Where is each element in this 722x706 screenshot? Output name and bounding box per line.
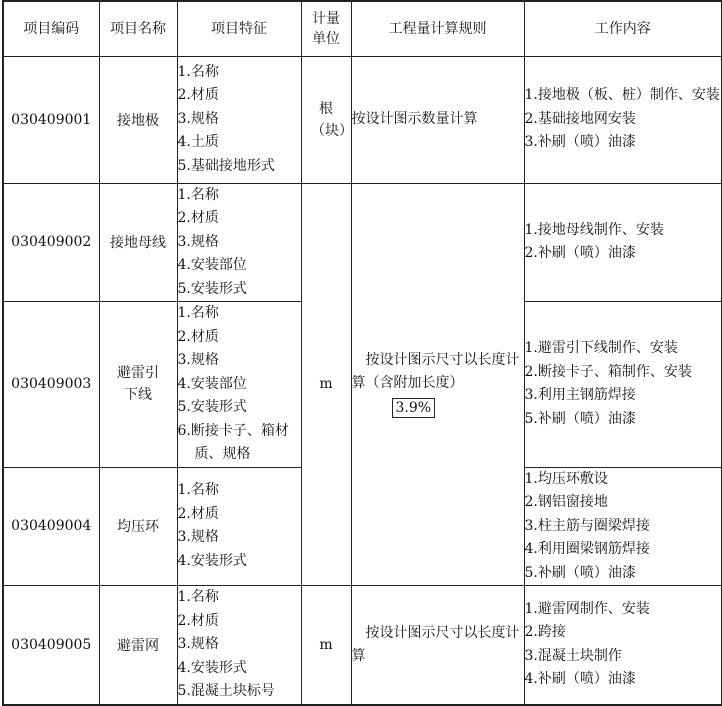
header-features: 项目特征 [177,1,301,56]
item-rule [351,586,524,705]
work-item: 2.跨接 [524,624,566,641]
feature-item: 3.规格 [177,110,219,127]
work-item: 5.补刷（喷）油漆 [524,410,636,427]
feature-item: 2.材质 [177,87,219,104]
feature-item: 5.安装形式 [177,280,247,297]
feature-item: 4.安装部位 [177,375,247,392]
quantity-spec-table [2,0,722,706]
feature-item: 6.断接卡子、箱材质、规格 [177,422,289,462]
feature-item: 3.规格 [177,636,219,652]
feature-item: 2.材质 [177,210,219,226]
work-item: 3.柱主筋与圈梁焊接 [524,517,650,534]
item-name: 避雷网 [99,586,177,705]
item-name [99,302,177,468]
feature-item: 2.材质 [177,505,219,522]
table-row [3,586,722,705]
work-item: 2.钢铝窗接地 [524,494,608,510]
feature-item: 3.规格 [177,233,219,250]
table-row [3,183,722,302]
header-unit [301,1,351,56]
item-code: 030409004 [3,467,99,586]
item-rule-text: 按设计图示尺寸以长度计算 [351,624,520,664]
unit-text: 根（块） [311,100,353,139]
percent-box: 3.9% [392,398,436,418]
item-work [524,183,722,302]
item-work [524,56,722,183]
header-code: 项目编码 [3,1,99,56]
work-item: 5.补刷（喷）油漆 [524,564,636,581]
header-rule: 工程量计算规则 [351,1,524,56]
work-item: 1.接地极（板、桩）制作、安装 [524,87,720,104]
item-code: 030409003 [3,302,99,468]
item-name: 均压环 [99,467,177,586]
item-code: 030409002 [3,183,99,302]
item-work [524,586,722,705]
item-code: 030409005 [3,586,99,705]
work-item: 3.补刷（喷）油漆 [524,134,636,151]
item-work [524,302,722,468]
feature-item: 1.名称 [177,482,219,499]
feature-item: 1.名称 [177,305,219,321]
work-item: 1.避雷网制作、安装 [524,600,650,617]
item-features [177,467,301,586]
work-item: 3.混凝土块制作 [524,647,622,664]
merged-rule-text: 按设计图示尺寸以长度计算（含附加长度） [351,351,520,391]
table-row [3,56,722,183]
item-unit [301,56,351,183]
work-item: 4.补刷（喷）油漆 [524,671,636,688]
item-name: 接地极 [99,56,177,183]
feature-item: 3.规格 [177,352,219,368]
header-work: 工作内容 [524,1,722,56]
feature-item: 1.名称 [177,63,219,80]
merged-unit: m [301,183,351,586]
feature-item: 5.混凝土块标号 [177,683,275,699]
feature-item: 4.安装形式 [177,552,247,569]
feature-item: 2.材质 [177,328,219,345]
work-item: 3.利用主钢筋焊接 [524,387,636,404]
item-rule: 按设计图示数量计算 [351,56,524,183]
item-features [177,302,301,468]
feature-item: 1.名称 [177,589,219,605]
merged-rule [351,183,524,586]
header-unit-text: 计量单位 [312,10,340,47]
item-name: 接地母线 [99,183,177,302]
work-item: 1.均压环敷设 [524,470,608,487]
work-item: 2.补刷（喷）油漆 [524,245,636,262]
item-unit: m [301,586,351,705]
work-item: 1.避雷引下线制作、安装 [524,340,678,357]
feature-item: 1.名称 [177,186,219,203]
item-name-text: 避雷引下线 [117,365,159,404]
item-code: 030409001 [3,56,99,183]
item-features [177,56,301,183]
feature-item: 5.基础接地形式 [177,157,275,174]
percent-wrap [352,395,524,420]
header-name: 项目名称 [99,1,177,56]
work-item: 1.接地母线制作、安装 [524,221,664,238]
feature-item: 4.安装形式 [177,659,247,676]
header-row [3,1,722,56]
feature-item: 4.安装部位 [177,257,247,273]
item-features [177,586,301,705]
feature-item: 5.安装形式 [177,399,247,415]
item-work [524,467,722,586]
work-item: 4.利用圈梁钢筋焊接 [524,541,650,557]
work-item: 2.基础接地网安装 [524,110,636,127]
feature-item: 3.规格 [177,529,219,546]
item-features [177,183,301,302]
feature-item: 2.材质 [177,612,219,629]
feature-item: 4.土质 [177,134,219,151]
work-item: 2.断接卡子、箱制作、安装 [524,363,692,380]
